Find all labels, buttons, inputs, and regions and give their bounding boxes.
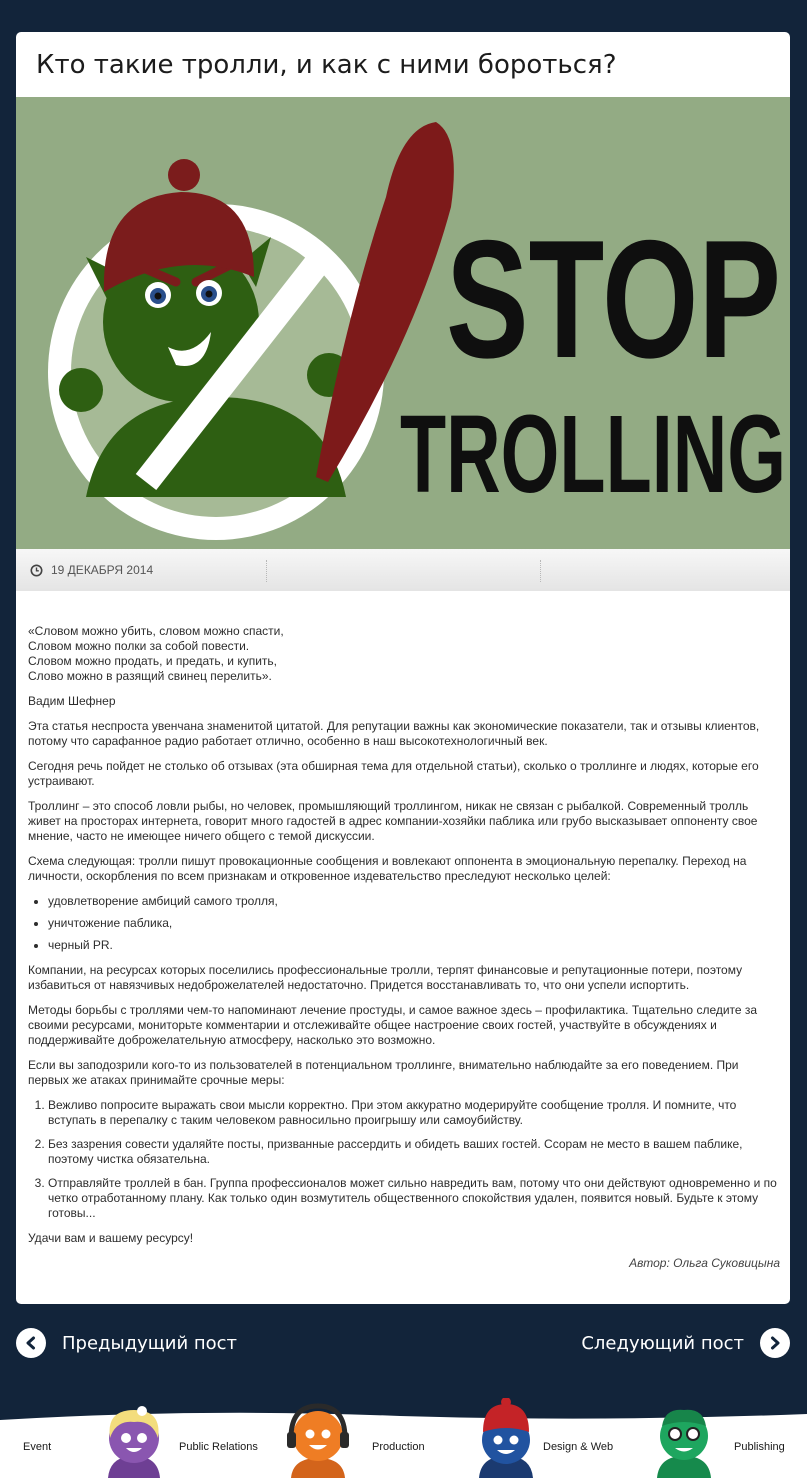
paragraph: Компании, на ресурсах которых поселились профессиональные тролли, терпят финансовые и репутационные потери, поэтому избавиться от навязчивых недоброжелателей недостаточно. Придется восстанавливать то, что они успели испортить. bbox=[28, 963, 743, 992]
paragraph: Методы борьбы с троллями чем-то напоминают лечение простуды, и самое важное здесь – профилактика. Тщательно следите за своими ресурсами, мониторьте комментарии и отслеживайте общее настроение своих гостей, участвуйте в обсуждениях и поддерживайте доброжелательную атмосферу, насколько это возможно. bbox=[28, 1003, 758, 1047]
design-web-mascot-icon bbox=[475, 1398, 537, 1478]
paragraph: Сегодня речь пойдет не столько об отзывах (эта обширная тема для отдельной статьи), сколько о троллинге и людях, которые его устраивают. bbox=[28, 759, 759, 788]
previous-post-label[interactable]: Предыдущий пост bbox=[62, 1332, 238, 1354]
list-item: 3. Отправляйте троллей в бан. Группа профессионалов может сильно навредить вам, потому что они действуют одновременно и по четко отработанному плану. Как только один возмутитель общественного спокойствия удален, появится новый. Будьте к этому готовы... bbox=[48, 1176, 780, 1221]
paragraph: Троллинг – это способ ловли рыбы, но человек, промышляющий троллингом, никак не связан с рыбалкой. Современный тролль живет на просторах интернета, говорит много гадостей в адрес компании-хозяйки паблика или грубо высказывает оппоненту свое мнение, часто не имеющее ничего общего с темой дискуссии. bbox=[28, 799, 758, 843]
category-event[interactable]: Event bbox=[23, 1441, 52, 1453]
quote-author: Вадим Шефнер bbox=[28, 694, 116, 708]
post-body bbox=[28, 624, 780, 1281]
list-item: 1. Вежливо попросите выражать свои мысли корректно. При этом аккуратно модерируйте сообщение тролля. И помните, что вступать в перепалку с таким человеком равносильно проигрышу или самоубийству. bbox=[48, 1098, 780, 1128]
production-mascot-icon bbox=[285, 1398, 351, 1478]
post-date-text: 19 ДЕКАБРЯ 2014 bbox=[51, 563, 154, 577]
chevron-right-icon[interactable] bbox=[760, 1328, 790, 1358]
next-post-link[interactable] bbox=[581, 1326, 790, 1360]
quote-text: «Словом можно убить, словом можно спасти, Словом можно полки за собой повести. Словом можно продать, и предать, и купить, Слово можно в разящий свинец перелить». bbox=[28, 624, 284, 683]
post-hero-image bbox=[16, 97, 790, 549]
category-public-relations[interactable]: Public Relations bbox=[179, 1441, 258, 1453]
stop-text: STOP bbox=[446, 205, 781, 393]
next-post-label[interactable]: Следующий пост bbox=[581, 1332, 744, 1354]
goals-list bbox=[28, 894, 780, 953]
paragraph: Если вы заподозрили кого-то из пользователей в потенциальном троллинге, внимательно наблюдайте за его поведением. При первых же атаках принимайте срочные меры: bbox=[28, 1058, 739, 1087]
meta-divider bbox=[540, 560, 541, 582]
public-relations-mascot-icon bbox=[102, 1398, 166, 1478]
clock-icon bbox=[30, 564, 43, 577]
post-date bbox=[30, 549, 153, 591]
closing-text: Удачи вам и вашему ресурсу! bbox=[28, 1231, 194, 1245]
list-item: 2. Без зазрения совести удаляйте посты, призванные рассердить и обидеть ваших гостей. Ссорам не место в вашем паблике, поэтому чистка обязательна. bbox=[48, 1137, 780, 1167]
measures-list bbox=[28, 1098, 780, 1221]
list-item: • черный PR. bbox=[48, 938, 780, 953]
post-title: Кто такие тролли, и как с ними бороться? bbox=[36, 50, 617, 80]
chevron-left-icon[interactable] bbox=[16, 1328, 46, 1358]
post-card bbox=[16, 32, 790, 1304]
previous-post-link[interactable] bbox=[16, 1326, 237, 1360]
list-item: • удовлетворение амбиций самого тролля, bbox=[48, 894, 780, 909]
category-production[interactable]: Production bbox=[372, 1441, 425, 1453]
meta-divider bbox=[266, 560, 267, 582]
category-publishing[interactable]: Publishing bbox=[734, 1441, 785, 1453]
publishing-mascot-icon bbox=[653, 1398, 715, 1478]
author-signature: Автор: Ольга Суковицына bbox=[629, 1256, 780, 1270]
category-footer bbox=[0, 1398, 807, 1478]
paragraph: Эта статья неспроста увенчана знаменитой цитатой. Для репутации важны как экономические показатели, так и отзывы клиентов, потому что сарафанное радио работает отлично, особенно в наш высокотехнологичный век. bbox=[28, 719, 760, 748]
post-meta-bar bbox=[16, 549, 790, 591]
category-design-web[interactable]: Design & Web bbox=[543, 1441, 614, 1453]
list-item: • уничтожение паблика, bbox=[48, 916, 780, 931]
paragraph: Схема следующая: тролли пишут провокационные сообщения и вовлекают оппонента в эмоциональную перепалку. Переход на личности, оскорбления по всем признакам и откровенное издевательство преследуют несколько целей: bbox=[28, 854, 747, 883]
trolling-text: TROLLING bbox=[400, 393, 786, 516]
